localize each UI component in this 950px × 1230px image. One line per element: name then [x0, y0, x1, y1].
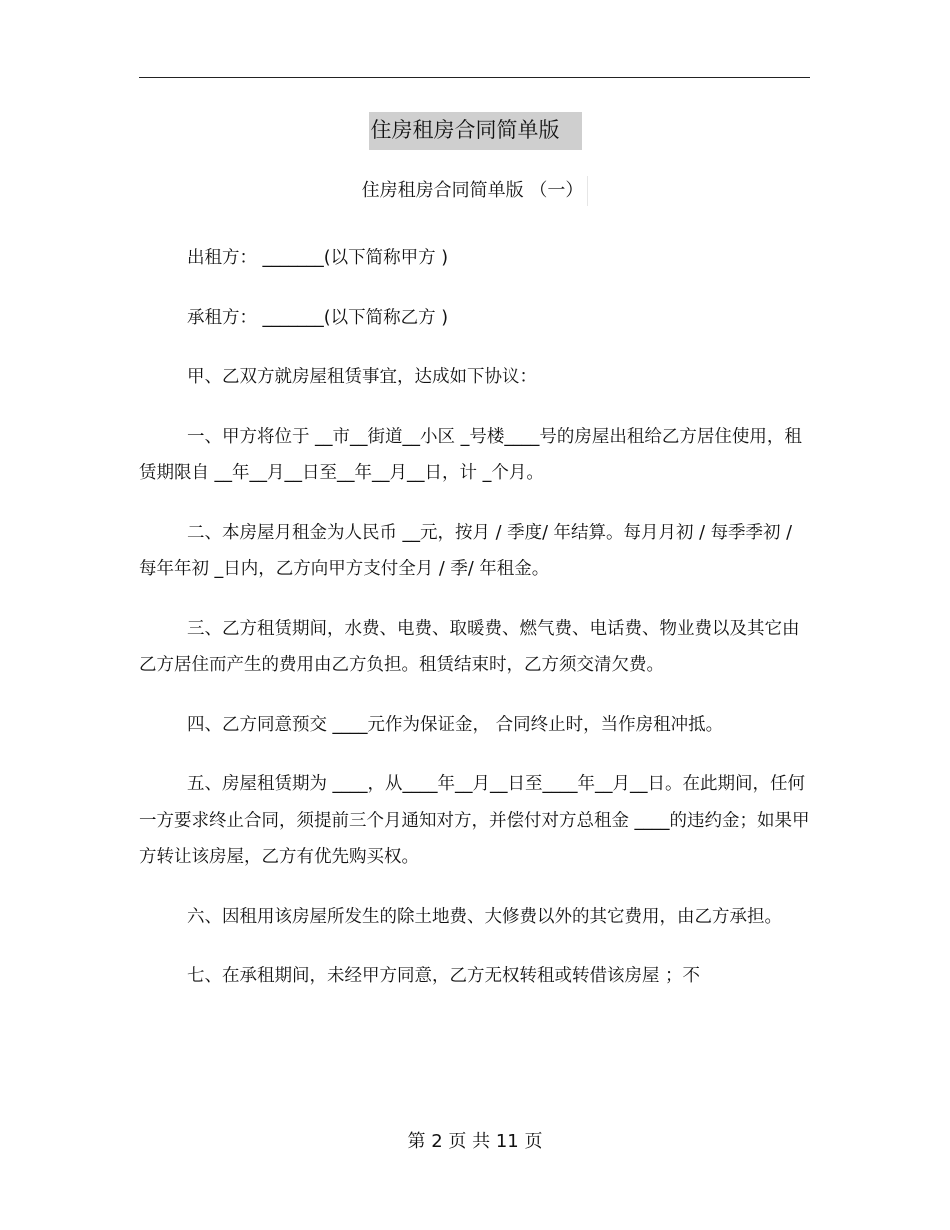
- paragraph-agreement-intro: 甲、乙双方就房屋租赁事宜，达成如下协议：: [187, 367, 537, 387]
- document-body: [139, 240, 810, 1018]
- paragraph-clause-1: 一、甲方将位于 __市__街道__小区 _号楼____号的房屋出租给乙方居住使用，租赁期限自 __年__月__日至__年__月__日，计 _个月。: [139, 426, 802, 483]
- document-title: 住房租房合同简单版: [369, 112, 582, 150]
- paragraph-clause-4: 四、乙方同意预交 ____元作为保证金， 合同终止时，当作房租冲抵。: [187, 714, 724, 735]
- page-footer: 第 2 页 共 11 页: [407, 1131, 543, 1152]
- paragraph-clause-5: 五、房屋租赁期为 ____，从____年__月__日至____年__月__日。在此期间，任何一方要求终止合同，须提前三个月通知对方，并偿付对方总租金 ____的违约金；如果甲方转让该房屋，乙方有优先购买权。: [139, 774, 810, 867]
- paragraph-clause-7: 七、在承租期间，未经甲方同意，乙方无权转租或转借该房屋 ；不: [187, 966, 701, 986]
- header-rule: [139, 77, 810, 78]
- paragraph-clause-3: 三、乙方租赁期间，水费、电费、取暖费、燃气费、电话费、物业费以及其它由乙方居住而产生的费用由乙方负担。租赁结束时，乙方须交清欠费。: [139, 618, 800, 675]
- paragraph-lessor: 出租方： _______(以下简称甲方 ): [187, 248, 449, 268]
- paragraph-clause-6: 六、因租用该房屋所发生的除土地费、大修费以外的其它费用，由乙方承担。: [187, 906, 782, 927]
- paragraph-clause-2: 二、本房屋月租金为人民币 __元，按月 / 季度/ 年结算。每月月初 / 每季季初 / 每年年初 _日内，乙方向甲方支付全月 / 季/ 年租金。: [139, 522, 793, 579]
- paragraph-lessee: 承租方： _______(以下简称乙方 ): [187, 307, 449, 328]
- title-container: [0, 112, 950, 150]
- document-subtitle-container: [0, 176, 950, 206]
- document-subtitle: 住房租房合同简单版 （一）: [362, 176, 589, 206]
